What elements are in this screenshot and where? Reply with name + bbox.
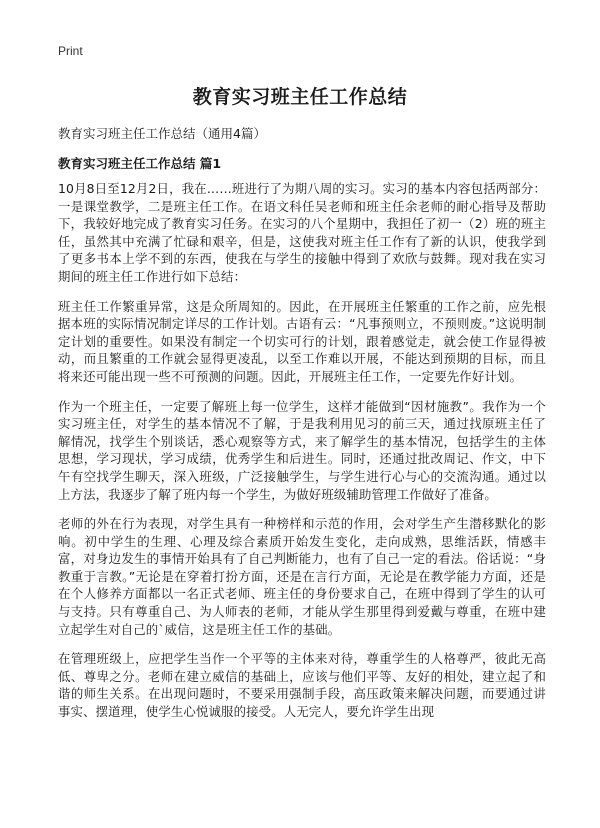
paragraph: 班主任工作繁重异常，这是众所周知的。因此，在开展班主任繁重的工作之前，应先根据本班的实际情况制定详尽的工作计划。古语有云：“凡事预则立，不预则废。”这说明制定计划的重要性。如果没有制定一个切实可行的计划，跟着感觉走，就会使工作显得被动，而且繁重的工作就会显得更凌乱，以至工作难以开展，不能达到预期的目标，而且将来还可能出现一些不可预测的问题。因此，开展班主任工作，一定要先作好计划。 (58, 298, 546, 384)
document-body (58, 180, 546, 733)
document-title: 教育实习班主任工作总结 (192, 86, 408, 108)
paragraph: 作为一个班主任，一定要了解班上每一位学生，这样才能做到“因材施教”。我作为一个实习班主任，对学生的基本情况不了解，于是我利用见习的前三天，通过找原班主任了解情况，找学生个别谈话，悉心观察等方式，来了解学生的基本情况，包括学生的主体思想，学习现状，学习成绩，优秀学生和后进生。同时，还通过批改周记、作文，中下午有空找学生聊天，深入班级，广泛接触学生，与学生进行心与心的交流沟通。通过以上方法，我逐步了解了班内每一个学生，为做好班级辅助管理工作做好了准备。 (58, 398, 546, 502)
print-link[interactable]: Print (58, 44, 83, 58)
paragraph: 10月8日至12月2日，我在……班进行了为期八周的实习。实习的基本内容包括两部分：一是课堂教学，二是班主任工作。在语文科任吴老师和班主任余老师的耐心指导及帮助下，我较好地完成了教育实习任务。在实习的八个星期中，我担任了初一（2）班的班主任，虽然其中充满了忙碌和艰辛，但是，这使我对班主任工作有了新的认识，使我学到了更多书本上学不到的东西，使我在与学生的接触中得到了欢欣与鼓舞。现对我在实习期间的班主任工作进行如下总结： (58, 181, 546, 284)
section-heading: 教育实习班主任工作总结 篇1 (58, 156, 222, 171)
paragraph: 在管理班级上，应把学生当作一个平等的主体来对待，尊重学生的人格尊严，彼此无高低、尊卑之分。老师在建立威信的基础上，应该与他们平等、友好的相处，建立起了和谐的师生关系。在出现问题时，不要采用强制手段，高压政策来解决问题，而要通过讲事实、摆道理，使学生心悦诚服的接受。人无完人，要允许学生出现 (58, 651, 546, 720)
paragraph: 老师的外在行为表现，对学生具有一种榜样和示范的作用，会对学生产生潜移默化的影响。初中学生的生理、心理及综合素质开始发生变化，走向成熟，思维活跃，情感丰富，对身边发生的事情开始具有了自己判断能力，也有了自己一定的看法。俗话说：“身教重于言教。”无论是在穿着打扮方面，还是在言行方面，无论是在教学能力方面，还是在个人修养方面都以一名正式老师、班主任的身份要求自己，在班中得到了学生的认可与支持。只有尊重自己、为人师表的老师，才能从学生那里得到爱戴与尊重，在班中建立起学生对自己的`威信，这是班主任工作的基础。 (58, 516, 546, 637)
document-subtitle: 教育实习班主任工作总结（通用4篇） (58, 126, 266, 141)
